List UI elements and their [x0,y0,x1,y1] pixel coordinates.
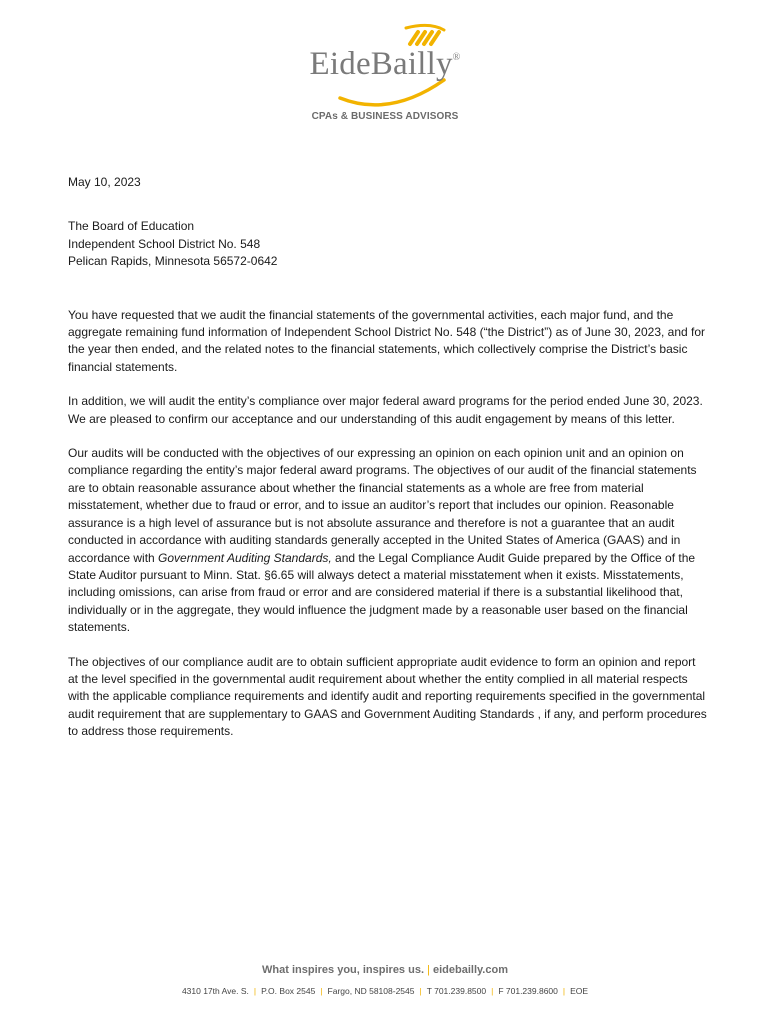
recipient-line: Independent School District No. 548 [68,236,261,251]
letter-date: May 10, 2023 [68,175,141,189]
recipient-line: Pelican Rapids, Minnesota 56572-0642 [68,254,278,269]
paragraph-engagement: You have requested that we audit the financial statements of the governmental activities, each major fund, and the aggregate remaining fund information of Independent School District No. 548 (“the District”) as of June 30, 2023, and for the year then ended, and the related notes to the financial statements, which collectively comprise the District’s basic financial statements. [68,307,706,374]
logo-wordmark: EideBailly® [309,46,461,82]
footer-address: 4310 17th Ave. S. | P.O. Box 2545 | Fargo, ND 58108-2545 | T 701.239.8500 | F 701.239.8600 | EOE [181,986,589,996]
recipient-address [68,218,708,270]
paragraph-audit-objectives: Our audits will be conducted with the objectives of our expressing an opinion on each opinion unit and an opinion on compliance regarding the entity’s major federal award programs. The objectives of our audit of the financial statements are to obtain reasonable assurance about whether the financial statements as a whole are free from material misstatement, whether due to fraud or error, and to issue an auditor’s report that includes our opinion. Reasonable assurance is a high level of assurance but is not absolute assurance and therefore is not a guarantee that an audit conducted in accordance with auditing standards generally accepted in the United States of America (GAAS) and in accordance with Government Auditing Standards, and the Legal Compliance Audit Guide prepared by the Office of the State Auditor pursuant to Minn. Stat. §6.65 will always detect a material misstatement when it exists. Misstatements, including omissions, can arise from fraud or error and are considered material if there is a substantial likelihood that, individually or in the aggregate, they would influence the judgment made by a reasonable user based on the financial statements. [68,446,697,635]
letter-body [68,174,708,758]
logo-tagline: CPAs & BUSINESS ADVISORS [311,111,459,122]
footer-tagline: What inspires you, inspires us. | eidebailly.com [262,964,508,976]
website-link[interactable]: eidebailly.com [432,964,508,976]
paragraph-compliance-objectives: The objectives of our compliance audit are to obtain sufficient appropriate audit evidence to form an opinion and report at the level specified in the governmental audit requirement about whether the entity complied in all material respects with the applicable compliance requirements and identify audit and reporting requirements specified in the governmental audit requirement that are supplementary to GAAS and Government Auditing Standards , if any, and perform procedures to address those requirements. [68,654,707,739]
paragraph-federal-compliance: In addition, we will audit the entity’s compliance over major federal award programs for the period ended June 30, 2023. We are pleased to confirm our acceptance and our understanding of this audit engagement by means of this letter. [68,394,703,426]
recipient-line: The Board of Education [68,219,195,234]
